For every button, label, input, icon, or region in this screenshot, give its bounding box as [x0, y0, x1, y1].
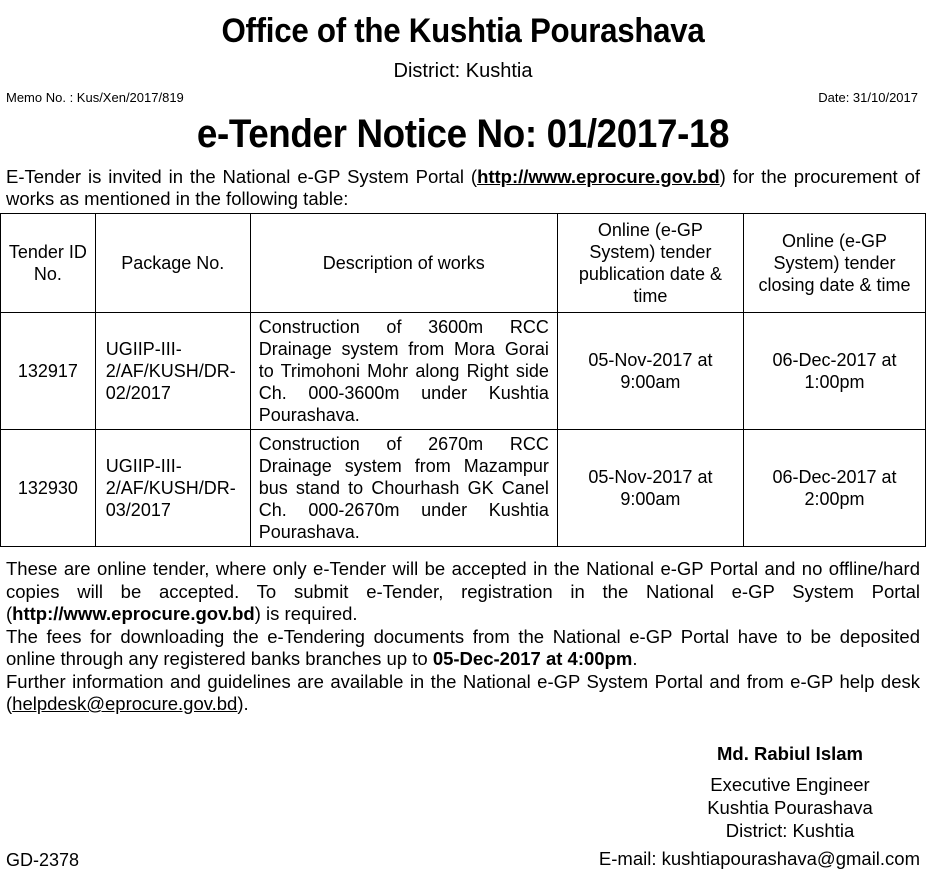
- package-cell: UGIIP-III-2/AF/KUSH/DR-02/2017: [95, 313, 250, 430]
- district-line: District: Kushtia: [393, 60, 533, 82]
- description-cell: Construction of 3600m RCC Drainage system from Mora Gorai to Trimohoni Mohr along Right side Ch. 000-3600m under Kushtia Pourashava.: [250, 313, 557, 430]
- signatory-email: E-mail: kushtiapourashava@gmail.com: [598, 848, 920, 869]
- closing-date-cell: 06-Dec-2017 at 1:00pm: [743, 313, 925, 430]
- terms-section: [6, 558, 920, 716]
- p1-text-before: These are online tender, where only e-Tender will be accepted in the National e-GP Portal and no offline/hard copies will be accepted. To submit e-Tender, registration in the National e-GP System Portal (: [6, 558, 920, 624]
- helpdesk-paragraph: [6, 671, 920, 716]
- closing-date-cell: 06-Dec-2017 at 2:00pm: [743, 430, 925, 547]
- p2-text-before: The fees for downloading the e-Tendering documents from the National e-GP Portal have to be deposited online through any registered banks branches up to: [6, 625, 920, 669]
- header-tender-id: Tender ID No.: [1, 214, 96, 313]
- intro-text-before: E-Tender is invited in the National e-GP System Portal (: [6, 166, 478, 187]
- deadline-text: 05-Dec-2017 at 4:00pm: [432, 648, 633, 669]
- helpdesk-email-link[interactable]: helpdesk@eprocure.gov.bd: [12, 693, 238, 714]
- tender-table: [0, 213, 926, 547]
- p3-text-before: Further information and guidelines are available in the National e-GP System Portal and from e-GP help desk (: [6, 670, 920, 714]
- signature-block: [690, 742, 890, 842]
- signatory-office: Kushtia Pourashava: [707, 797, 873, 818]
- signatory-name: Md. Rabiul Islam: [717, 743, 863, 764]
- tender-id-cell: 132917: [1, 313, 96, 430]
- tender-id-cell: 132930: [1, 430, 96, 547]
- intro-text-after: ) for the procurement of works as mentioned in the following table:: [6, 166, 920, 209]
- intro-paragraph: [6, 166, 920, 210]
- eprocure-link-2[interactable]: http://www.eprocure.gov.bd: [12, 603, 255, 624]
- notice-title: e-Tender Notice No: 01/2017-18: [196, 112, 730, 156]
- p3-text-after: ).: [237, 693, 249, 714]
- header-publication-date: Online (e-GP System) tender publication date & time: [557, 214, 743, 313]
- header-description: Description of works: [250, 214, 557, 313]
- publication-date-cell: 05-Nov-2017 at 9:00am: [557, 313, 743, 430]
- publication-date-cell: 05-Nov-2017 at 9:00am: [557, 430, 743, 547]
- table-row: [1, 313, 926, 430]
- online-tender-paragraph: [6, 558, 920, 626]
- gd-code: GD-2378: [6, 850, 80, 870]
- description-cell: Construction of 2670m RCC Drainage system from Mazampur bus stand to Chourhash GK Canel Ch. 000-2670m under Kushtia Pourashava.: [250, 430, 557, 547]
- eprocure-link[interactable]: http://www.eprocure.gov.bd: [477, 166, 720, 187]
- notice-date: Date: 31/10/2017: [818, 90, 918, 105]
- table-row: [1, 430, 926, 547]
- signatory-district: District: Kushtia: [725, 820, 855, 841]
- p2-text-after: .: [632, 648, 638, 669]
- memo-number: Memo No. : Kus/Xen/2017/819: [6, 90, 184, 105]
- header-package-no: Package No.: [95, 214, 250, 313]
- signatory-title: Executive Engineer: [710, 774, 870, 795]
- office-title: Office of the Kushtia Pourashava: [221, 12, 705, 50]
- fees-paragraph: [6, 626, 920, 671]
- header-closing-date: Online (e-GP System) tender closing date & time: [743, 214, 925, 313]
- table-header-row: [1, 214, 926, 313]
- package-cell: UGIIP-III-2/AF/KUSH/DR-03/2017: [95, 430, 250, 547]
- p1-text-after: ) is required.: [254, 603, 358, 624]
